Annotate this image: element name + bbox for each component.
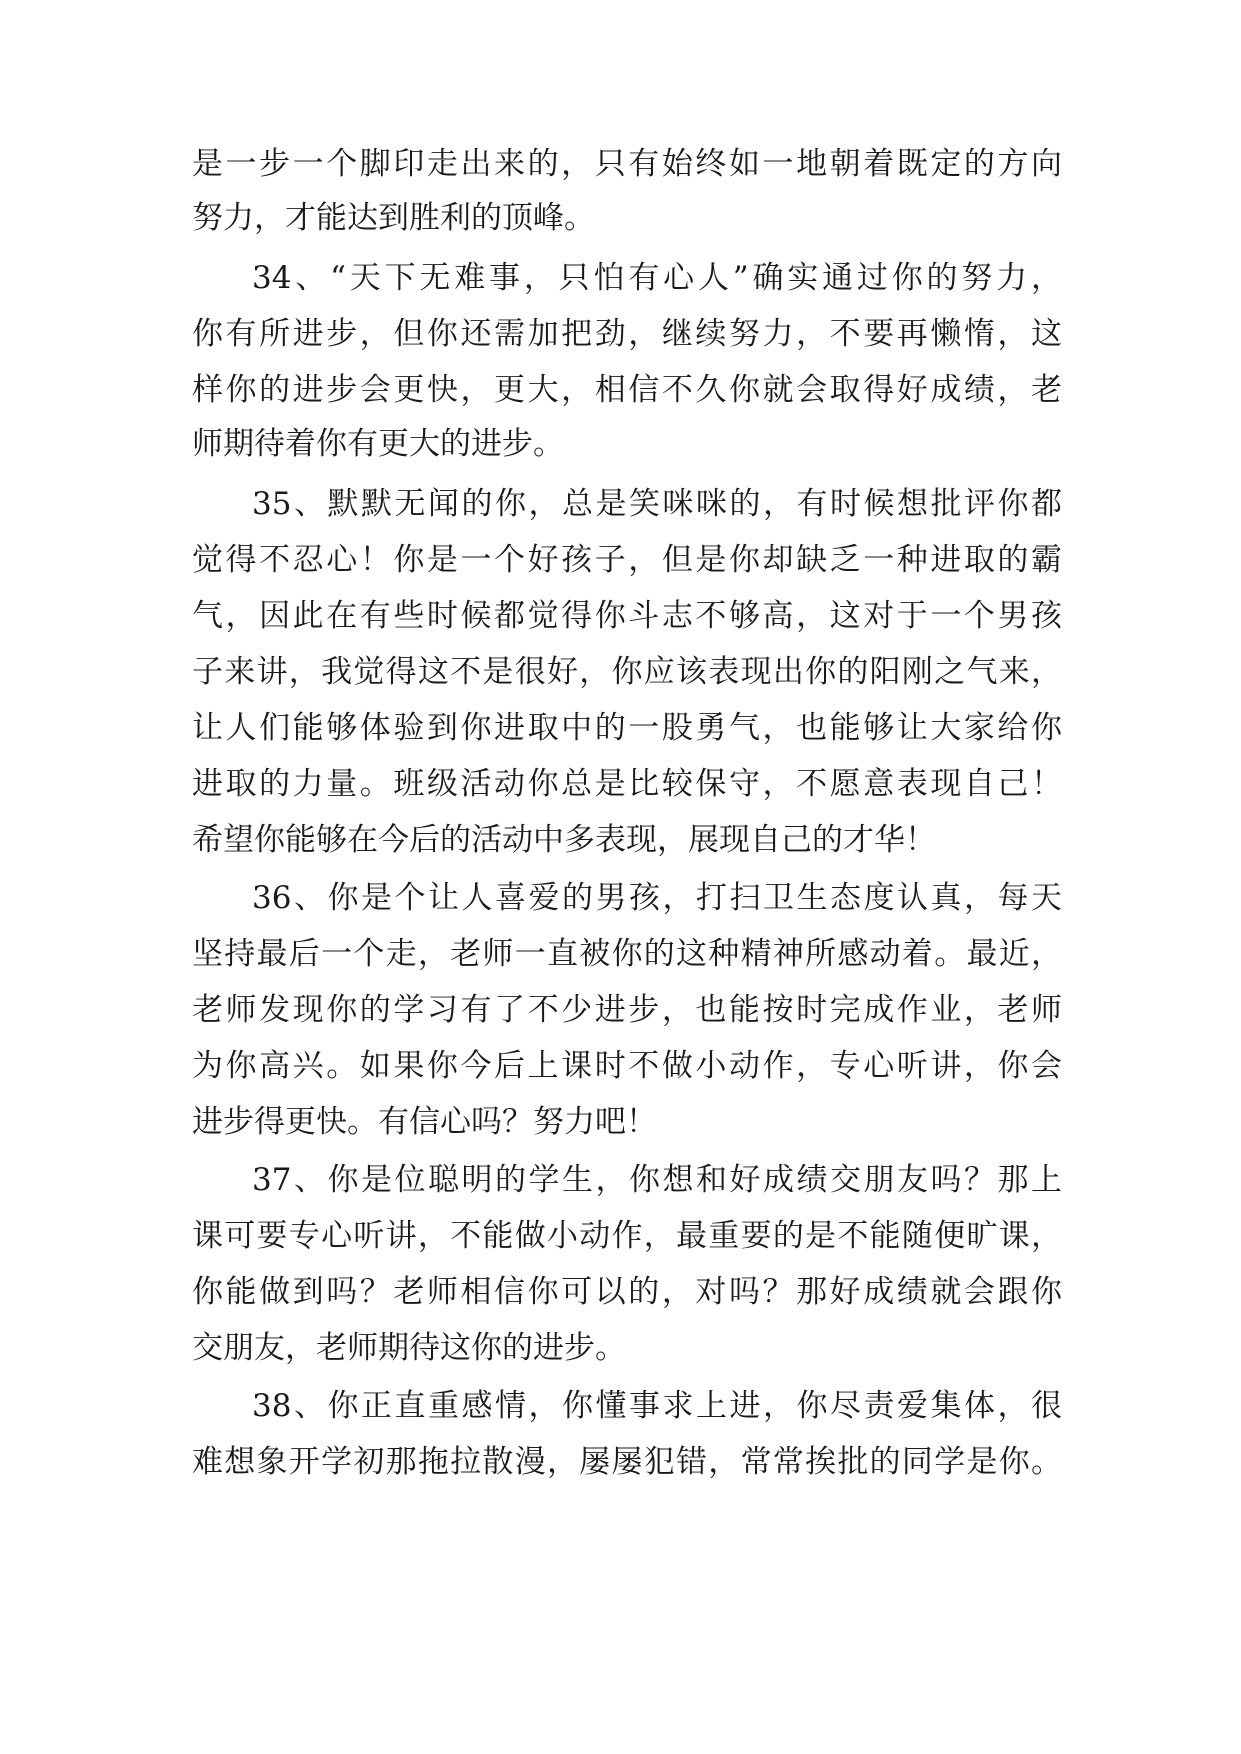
text-line: 你能做到吗？老师相信你可以的，对吗？那好成绩就会跟你 xyxy=(192,1274,1062,1310)
text-line: 难想象开学初那拖拉散漫，屡屡犯错，常常挨批的同学是你。 xyxy=(192,1444,1062,1480)
text-line: 老师发现你的学习有了不少进步，也能按时完成作业，老师 xyxy=(192,992,1062,1028)
paragraph-36-first-line: 36、你是个让人喜爱的男孩，打扫卫生态度认真，每天 xyxy=(252,880,1062,916)
text-line: 努力，才能达到胜利的顶峰。 xyxy=(192,200,595,236)
text-line: 为你高兴。如果你今后上课时不做小动作，专心听讲，你会 xyxy=(192,1048,1062,1084)
paragraph-37-first-line: 37、你是位聪明的学生，你想和好成绩交朋友吗？那上 xyxy=(252,1162,1062,1198)
paragraph-38-first-line: 38、你正直重感情，你懂事求上进，你尽责爱集体，很 xyxy=(252,1388,1062,1424)
text-line: 子来讲，我觉得这不是很好，你应该表现出你的阳刚之气来， xyxy=(192,654,1062,690)
text-line: 觉得不忍心！你是一个好孩子，但是你却缺乏一种进取的霸 xyxy=(192,542,1062,578)
text-line: 让人们能够体验到你进取中的一股勇气，也能够让大家给你 xyxy=(192,710,1062,746)
text-line: 师期待着你有更大的进步。 xyxy=(192,426,564,462)
text-line: 气，因此在有些时候都觉得你斗志不够高，这对于一个男孩 xyxy=(192,598,1062,634)
text-line: 交朋友，老师期待这你的进步。 xyxy=(192,1330,626,1366)
paragraph-35-first-line: 35、默默无闻的你，总是笑咪咪的，有时候想批评你都 xyxy=(252,486,1062,522)
text-line: 进取的力量。班级活动你总是比较保守，不愿意表现自己！ xyxy=(192,766,1062,802)
text-line: 希望你能够在今后的活动中多表现，展现自己的才华！ xyxy=(192,822,936,858)
text-line: 是一步一个脚印走出来的，只有始终如一地朝着既定的方向 xyxy=(192,146,1062,182)
paragraph-34-first-line: 34、“天下无难事，只怕有心人”确实通过你的努力， xyxy=(252,260,1062,296)
text-line: 样你的进步会更快，更大，相信不久你就会取得好成绩，老 xyxy=(192,372,1062,408)
text-line: 你有所进步，但你还需加把劲，继续努力，不要再懒惰，这 xyxy=(192,316,1062,352)
text-line: 进步得更快。有信心吗？努力吧！ xyxy=(192,1104,657,1140)
text-line: 坚持最后一个走，老师一直被你的这种精神所感动着。最近， xyxy=(192,936,1062,972)
text-line: 课可要专心听讲，不能做小动作，最重要的是不能随便旷课， xyxy=(192,1218,1062,1254)
